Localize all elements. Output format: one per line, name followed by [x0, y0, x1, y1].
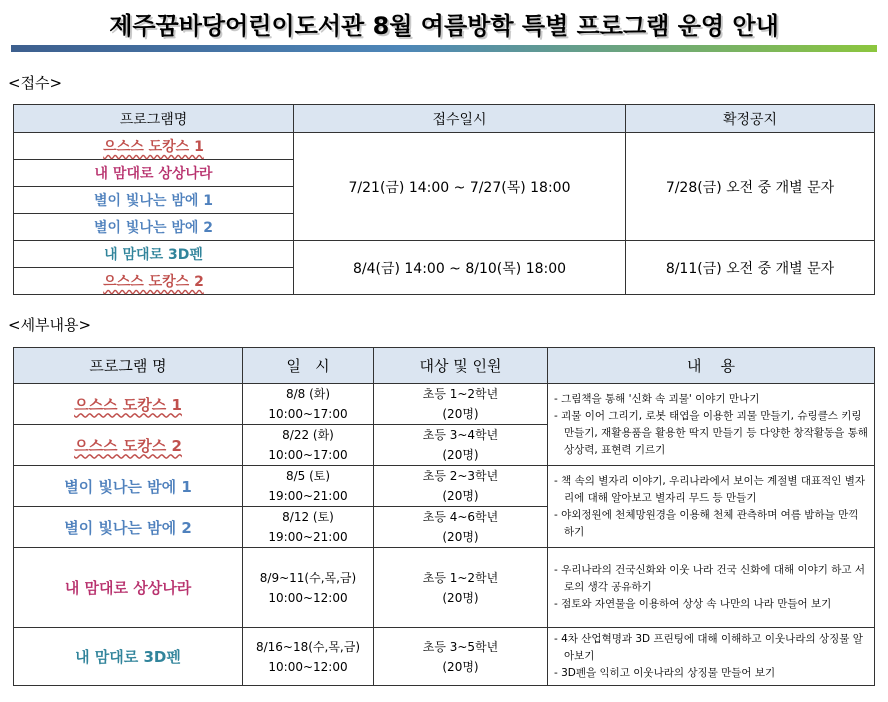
- schedule: 8/9~11(수,목,금) 10:00~12:00: [243, 548, 374, 628]
- program-name: 으스스 도캉스 1: [14, 384, 243, 425]
- program-name: 으스스 도캉스 1: [14, 133, 294, 160]
- header-schedule: 일 시: [243, 348, 374, 384]
- header-program-name: 프로그램명: [14, 105, 294, 133]
- target: 초등 2~3학년 (20명): [374, 466, 548, 507]
- reception-table: [13, 104, 875, 295]
- header-confirmation-notice: 확정공지: [626, 105, 875, 133]
- program-name: 별이 빛나는 밤에 1: [14, 466, 243, 507]
- reception-period: 7/21(금) 14:00 ~ 7/27(목) 18:00: [294, 133, 626, 241]
- schedule: 8/5 (토) 19:00~21:00: [243, 466, 374, 507]
- program-name: 별이 빛나는 밤에 2: [14, 507, 243, 548]
- schedule: 8/22 (화) 10:00~17:00: [243, 425, 374, 466]
- target: 초등 4~6학년 (20명): [374, 507, 548, 548]
- reception-period: 8/4(금) 14:00 ~ 8/10(목) 18:00: [294, 241, 626, 295]
- program-name: 으스스 도캉스 2: [14, 425, 243, 466]
- header-program-name: 프로그램 명: [14, 348, 243, 384]
- confirmation-notice: 7/28(금) 오전 중 개별 문자: [626, 133, 875, 241]
- program-name: 별이 빛나는 밤에 1: [14, 187, 294, 214]
- title-underline-bar: [11, 45, 877, 52]
- section-label-details: <세부내용>: [8, 316, 92, 334]
- content-description: - 책 속의 별자리 이야기, 우리나라에서 보이는 계절별 대표적인 별자리에 대해 알아보고 별자리 무드 등 만들기 - 야외정원에 천체망원경을 이용해 천체 관측하며 여름 밤하늘 만끽하기: [548, 466, 875, 548]
- program-name: 내 맘대로 3D펜: [14, 241, 294, 268]
- schedule: 8/12 (토) 19:00~21:00: [243, 507, 374, 548]
- content-description: - 4차 산업혁명과 3D 프린팅에 대해 이해하고 이웃나라의 상징물 알아보기 - 3D펜을 익히고 이웃나라의 상징물 만들어 보기: [548, 628, 875, 686]
- program-name: 내 맘대로 상상나라: [14, 160, 294, 187]
- program-name: 내 맘대로 3D펜: [14, 628, 243, 686]
- schedule: 8/16~18(수,목,금) 10:00~12:00: [243, 628, 374, 686]
- confirmation-notice: 8/11(금) 오전 중 개별 문자: [626, 241, 875, 295]
- details-table: [13, 347, 875, 686]
- page-title: 제주꿈바당어린이도서관 8월 여름방학 특별 프로그램 운영 안내: [109, 12, 779, 40]
- section-label-reception: <접수>: [8, 74, 63, 92]
- content-description: - 우리나라의 건국신화와 이웃 나라 건국 신화에 대해 이야기 하고 서로의 생각 공유하기 - 점토와 자연물을 이용하여 상상 속 나만의 나라 만들어 보기: [548, 548, 875, 628]
- program-name: 으스스 도캉스 2: [14, 268, 294, 295]
- header-reception-period: 접수일시: [294, 105, 626, 133]
- header-target: 대상 및 인원: [374, 348, 548, 384]
- header-content: 내 용: [548, 348, 875, 384]
- program-name: 내 맘대로 상상나라: [14, 548, 243, 628]
- target: 초등 3~5학년 (20명): [374, 628, 548, 686]
- target: 초등 3~4학년 (20명): [374, 425, 548, 466]
- program-name: 별이 빛나는 밤에 2: [14, 214, 294, 241]
- target: 초등 1~2학년 (20명): [374, 548, 548, 628]
- schedule: 8/8 (화) 10:00~17:00: [243, 384, 374, 425]
- target: 초등 1~2학년 (20명): [374, 384, 548, 425]
- content-description: - 그림책을 통해 '신화 속 괴물' 이야기 만나기 - 괴물 이어 그리기, 로봇 태엽을 이용한 괴물 만들기, 슈링클스 키링 만들기, 재활용품을 활용한 딱지 만들기 등 다양한 창작활동을 통해 상상력, 표현력 기르기: [548, 384, 875, 466]
